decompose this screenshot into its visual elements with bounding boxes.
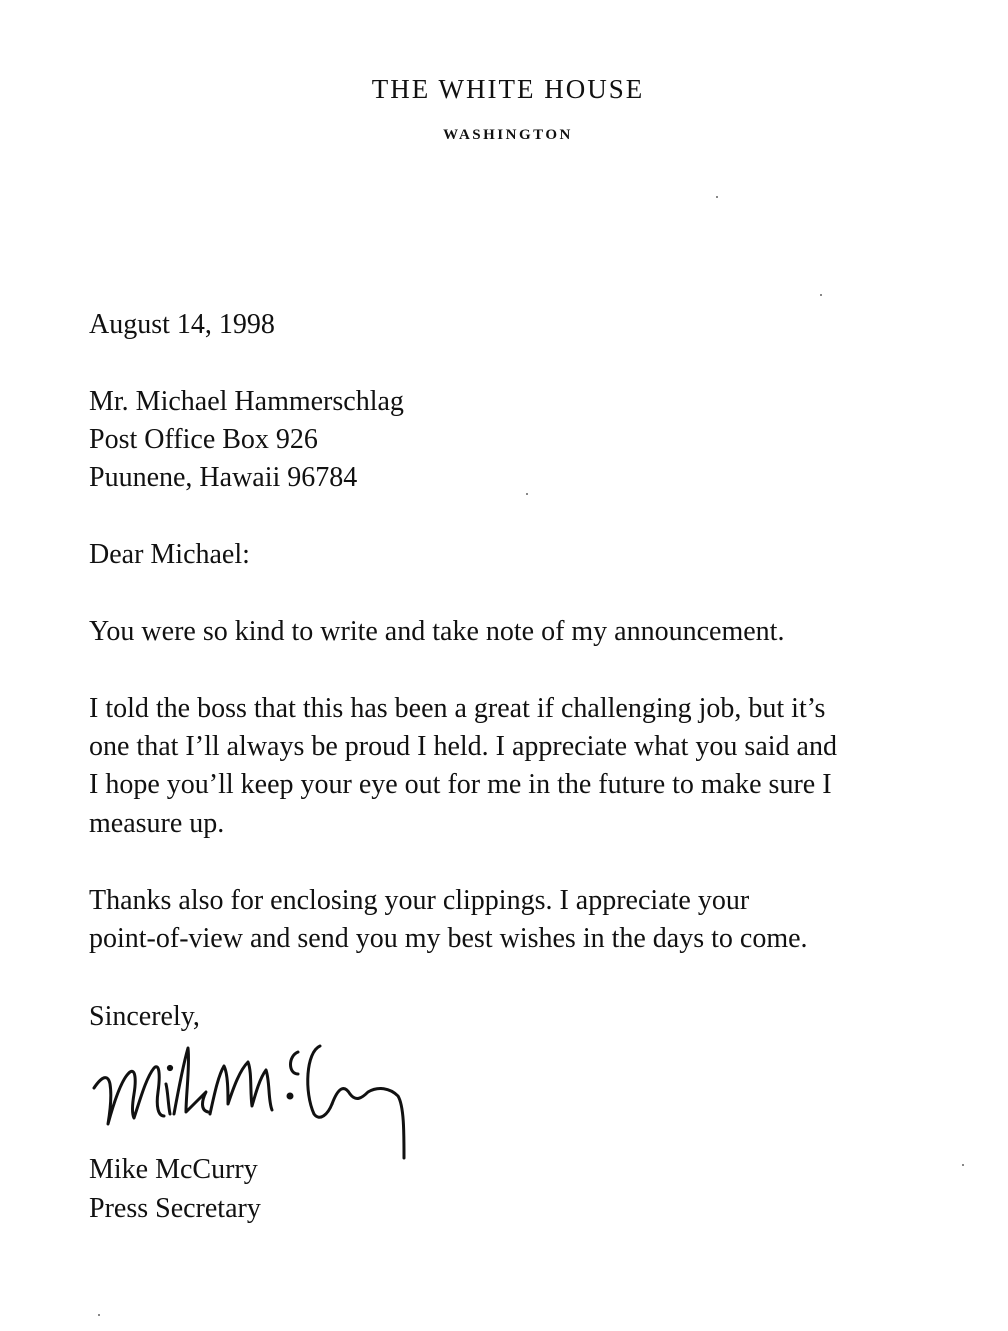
signer-title: Press Secretary xyxy=(89,1193,261,1224)
salutation: Dear Michael: xyxy=(89,539,250,570)
letterhead-title: THE WHITE HOUSE xyxy=(371,74,645,104)
recipient-address-line2: Puunene, Hawaii 96784 xyxy=(89,462,358,493)
body-paragraph-2-line-4: measure up. xyxy=(89,808,225,839)
body-paragraph-3-line-1: Thanks also for enclosing your clippings. I appreciate your xyxy=(89,885,750,916)
body-paragraph-3-line-2: point-of-view and send you my best wishes in the days to come. xyxy=(89,923,808,954)
scan-speck xyxy=(98,1314,100,1316)
handwritten-signature-icon xyxy=(88,1022,428,1162)
body-paragraph-2-line-1: I told the boss that this has been a great if challenging job, but it’s xyxy=(89,693,826,724)
scan-speck xyxy=(820,294,822,296)
signer-name: Mike McCurry xyxy=(89,1154,258,1185)
scan-speck xyxy=(716,196,718,198)
letterhead-subtitle: WASHINGTON xyxy=(443,127,573,143)
body-paragraph-2-line-3: I hope you’ll keep your eye out for me in the future to make sure I xyxy=(89,769,832,800)
scan-speck xyxy=(962,1164,964,1166)
closing: Sincerely, xyxy=(89,1001,200,1032)
letter-date: August 14, 1998 xyxy=(89,309,275,340)
scan-speck xyxy=(526,493,528,495)
body-paragraph-1: You were so kind to write and take note of my announcement. xyxy=(89,616,785,647)
recipient-name: Mr. Michael Hammerschlag xyxy=(89,386,404,417)
recipient-address-line1: Post Office Box 926 xyxy=(89,424,318,455)
body-paragraph-2-line-2: one that I’ll always be proud I held. I appreciate what you said and xyxy=(89,731,837,762)
